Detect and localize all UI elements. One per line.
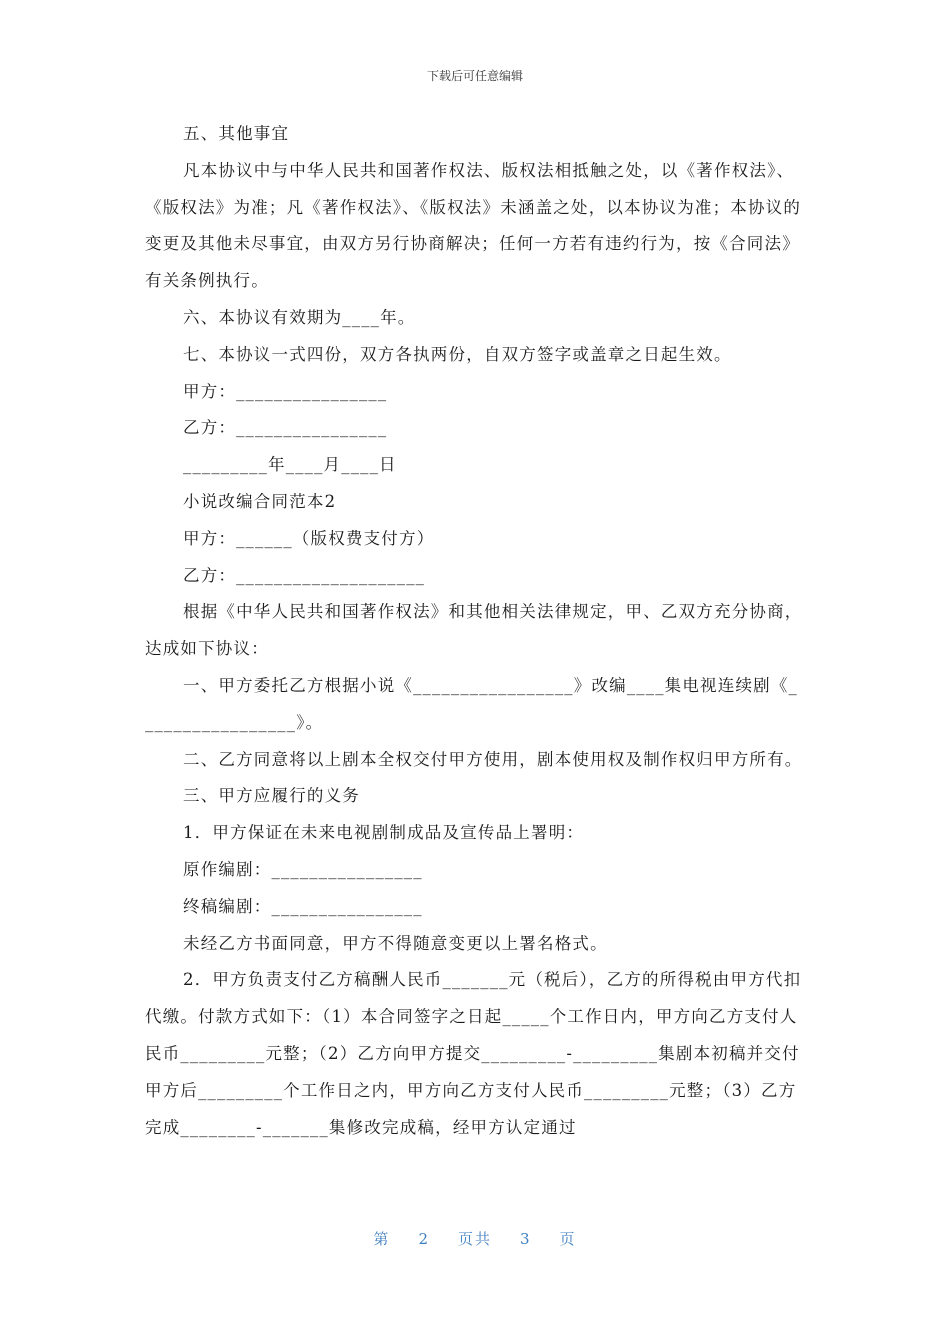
signature-date: _________年____月____日 <box>183 455 397 475</box>
signature-party-b: 乙方：________________ <box>183 418 388 438</box>
clause-1-commission: 一、甲方委托乙方根据小说《_________________》改编____集电视连续剧《_________________》。 <box>145 675 798 732</box>
party-a-line: 甲方：______（版权费支付方） <box>183 528 435 548</box>
footer-current-page: 2 <box>418 1230 430 1248</box>
footer-label-page: 第 <box>373 1230 391 1248</box>
section-heading-5: 五、其他事宜 <box>183 124 290 143</box>
credit-format-note: 未经乙方书面同意，甲方不得随意变更以上署名格式。 <box>183 933 608 953</box>
clause-3-1-credit: 1．甲方保证在未来电视剧制成品及宣传品上署明： <box>183 823 585 843</box>
document-body <box>145 116 807 1146</box>
footer-total-pages: 3 <box>520 1230 532 1248</box>
footer-label-total: 页共 <box>457 1230 492 1248</box>
contract-title-2: 小说改编合同范本2 <box>183 491 337 511</box>
paragraph-copies: 七、本协议一式四份，双方各执两份，自双方签字或盖章之日起生效。 <box>183 344 732 364</box>
clause-3-2-payment: 2．甲方负责支付乙方稿酬人民币_______元（税后），乙方的所得税由甲方代扣代缴。付款方式如下：（1）本合同签字之日起_____个工作日内，甲方向乙方支付人民币_________元整；（2）乙方向甲方提交_________-_________集剧本初稿并交付甲方后_________个工作日之内，甲方向乙方支付人民币_________元整；（3）乙方完成________-_______集修改完成稿，经甲方认定通过 <box>145 970 802 1137</box>
page-footer <box>0 1228 950 1249</box>
signature-party-a: 甲方：________________ <box>183 381 388 401</box>
page-header-note: 下载后可任意编辑 <box>426 69 523 83</box>
clause-2-rights: 二、乙方同意将以上剧本全权交付甲方使用，剧本使用权及制作权归甲方所有。 <box>183 749 803 769</box>
party-b-line: 乙方：____________________ <box>183 565 426 585</box>
paragraph-preamble: 根据《中华人民共和国著作权法》和其他相关法律规定，甲、乙双方充分协商，达成如下协议： <box>145 602 803 659</box>
paragraph-copyright-precedence: 凡本协议中与中华人民共和国著作权法、版权法相抵触之处，以《著作权法》、《版权法》为准；凡《著作权法》、《版权法》未涵盖之处，以本协议为准；本协议的变更及其他未尽事宜，由双方另行协商解决；任何一方若有违约行为，按《合同法》有关条例执行。 <box>145 160 802 291</box>
credit-original-writer: 原作编剧：________________ <box>183 859 423 879</box>
clause-3-heading: 三、甲方应履行的义务 <box>183 786 360 806</box>
footer-label-end: 页 <box>559 1230 577 1248</box>
paragraph-validity-period: 六、本协议有效期为____年。 <box>183 307 416 327</box>
credit-final-writer: 终稿编剧：________________ <box>183 896 423 916</box>
